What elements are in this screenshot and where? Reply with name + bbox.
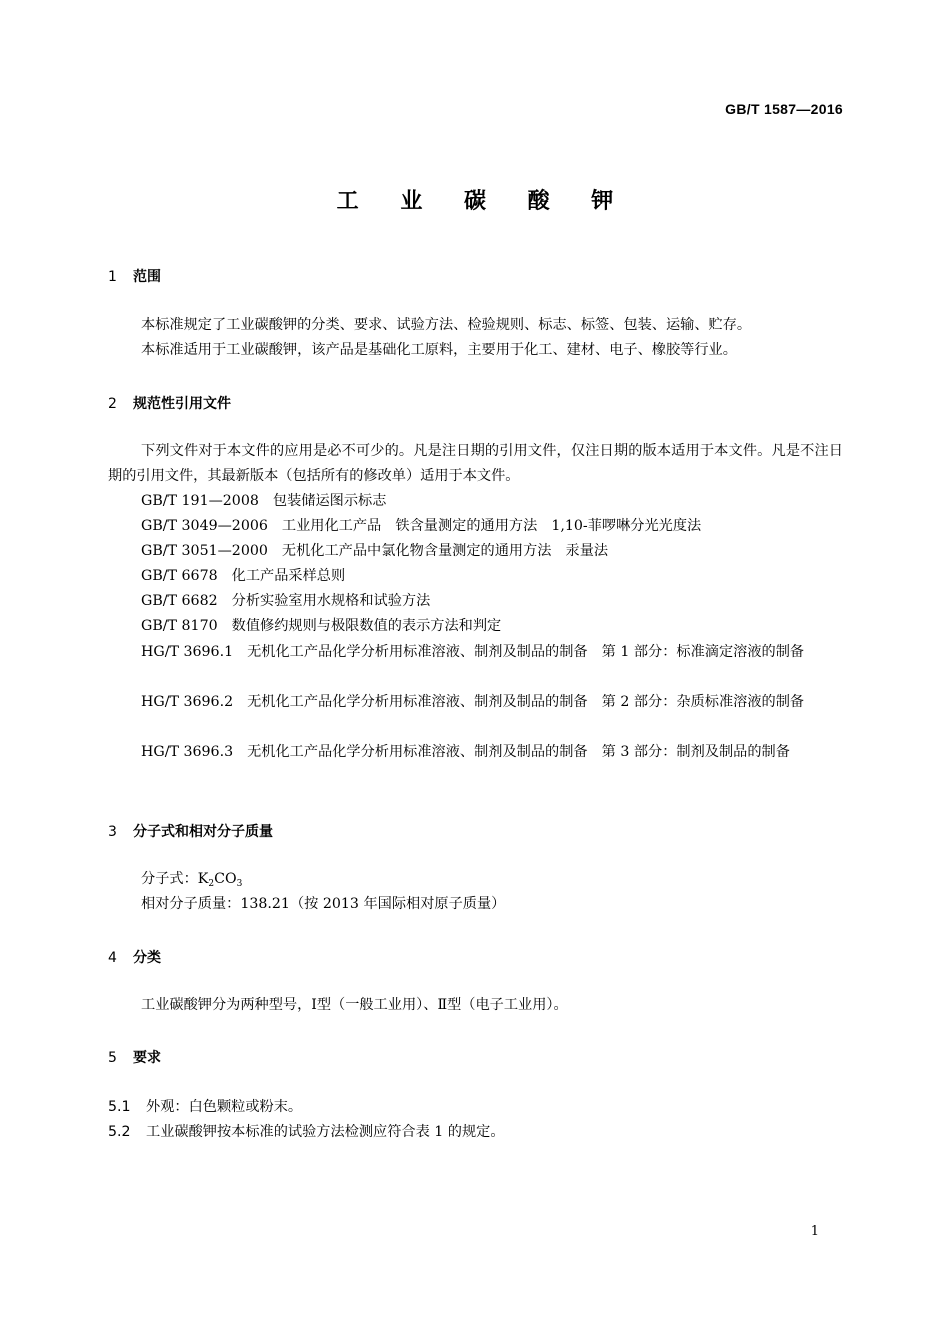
- reference-item: [108, 640, 843, 665]
- reference-item: [108, 489, 843, 514]
- reference-title: 无机化工产品化学分析用标准溶液、制剂及制品的制备: [247, 644, 588, 660]
- section-title: 要求: [133, 1050, 161, 1066]
- formula-subscript: 3: [236, 879, 243, 889]
- reference-title: 分析实验室用水规格和试验方法: [231, 593, 431, 609]
- section-4-heading: [108, 947, 161, 967]
- standard-code: GB/T 1587—2016: [725, 101, 843, 117]
- reference-code: HG/T 3696.1: [141, 644, 234, 660]
- clause-5-1: [108, 1095, 302, 1120]
- reference-subtitle: 汞量法: [565, 543, 609, 559]
- page-number: 1: [810, 1224, 819, 1239]
- clause-number: 5.2: [108, 1124, 131, 1140]
- section-number: 3: [108, 824, 117, 840]
- reference-code: GB/T 6682: [141, 593, 218, 609]
- reference-title: 数值修约规则与极限数值的表示方法和判定: [231, 618, 502, 634]
- reference-subtitle: 第 3 部分：制剂及制品的制备: [601, 744, 790, 760]
- reference-item: [108, 564, 843, 589]
- reference-item: [108, 690, 843, 715]
- section-3-heading: [108, 821, 273, 841]
- reference-item: [108, 514, 843, 539]
- reference-subtitle: 第 1 部分：标准滴定溶液的制备: [601, 644, 805, 660]
- reference-code: GB/T 8170: [141, 618, 218, 634]
- formula-subscript: 2: [208, 879, 215, 889]
- reference-title: 包装储运图示标志: [272, 493, 387, 509]
- section-title: 范围: [133, 269, 161, 285]
- reference-code: GB/T 191—2008: [141, 493, 259, 509]
- section-4-paragraph: 工业碳酸钾分为两种型号，Ⅰ型（一般工业用）、Ⅱ型（电子工业用）。: [141, 997, 568, 1013]
- reference-item: [108, 614, 843, 639]
- section-1-paragraph-2: 本标准适用于工业碳酸钾，该产品是基础化工原料，主要用于化工、建材、电子、橡胶等行业。: [141, 342, 737, 358]
- reference-subtitle: 第 2 部分：杂质标准溶液的制备: [601, 694, 805, 710]
- section-title: 规范性引用文件: [133, 396, 231, 412]
- section-2-heading: [108, 393, 231, 413]
- section-number: 2: [108, 396, 117, 412]
- reference-code: HG/T 3696.2: [141, 694, 234, 710]
- reference-item: [108, 740, 843, 765]
- reference-title: 无机化工产品化学分析用标准溶液、制剂及制品的制备: [247, 744, 588, 760]
- reference-item: [108, 539, 843, 564]
- section-number: 4: [108, 950, 117, 966]
- reference-title: 无机化工产品化学分析用标准溶液、制剂及制品的制备: [247, 694, 588, 710]
- section-number: 1: [108, 269, 117, 285]
- reference-title: 化工产品采样总则: [231, 568, 346, 584]
- reference-title: 无机化工产品中氯化物含量测定的通用方法: [281, 543, 552, 559]
- document-title: 工 业 碳 酸 钾: [336, 189, 631, 214]
- reference-code: GB/T 3049—2006: [141, 518, 268, 534]
- section-5-heading: [108, 1047, 161, 1067]
- reference-item: [108, 589, 843, 614]
- reference-code: HG/T 3696.3: [141, 744, 234, 760]
- section-2-intro: 下列文件对于本文件的应用是必不可少的。凡是注日期的引用文件，仅注日期的版本适用于本文件。凡是不注日期的引用文件，其最新版本（包括所有的修改单）适用于本文件。: [108, 443, 843, 484]
- reference-subtitle: 1,10-菲啰啉分光光度法: [551, 518, 702, 534]
- relative-molecular-mass: 相对分子质量：138.21（按 2013 年国际相对原子质量）: [141, 896, 506, 912]
- formula-element: K: [197, 871, 209, 887]
- clause-number: 5.1: [108, 1099, 131, 1115]
- clause-5-2: [108, 1120, 505, 1145]
- reference-code: GB/T 6678: [141, 568, 218, 584]
- section-1-paragraph-1: 本标准规定了工业碳酸钾的分类、要求、试验方法、检验规则、标志、标签、包装、运输、贮存。: [141, 317, 752, 333]
- formula-label: 分子式：: [141, 871, 198, 887]
- clause-text: 工业碳酸钾按本标准的试验方法检测应符合表 1 的规定。: [146, 1124, 505, 1140]
- reference-code: GB/T 3051—2000: [141, 543, 268, 559]
- section-title: 分子式和相对分子质量: [133, 824, 273, 840]
- section-number: 5: [108, 1050, 117, 1066]
- section-1-heading: [108, 266, 161, 286]
- formula-element: CO: [214, 871, 237, 887]
- reference-title: 工业用化工产品 铁含量测定的通用方法: [281, 518, 538, 534]
- clause-text: 外观：白色颗粒或粉末。: [146, 1099, 303, 1115]
- section-title: 分类: [133, 950, 161, 966]
